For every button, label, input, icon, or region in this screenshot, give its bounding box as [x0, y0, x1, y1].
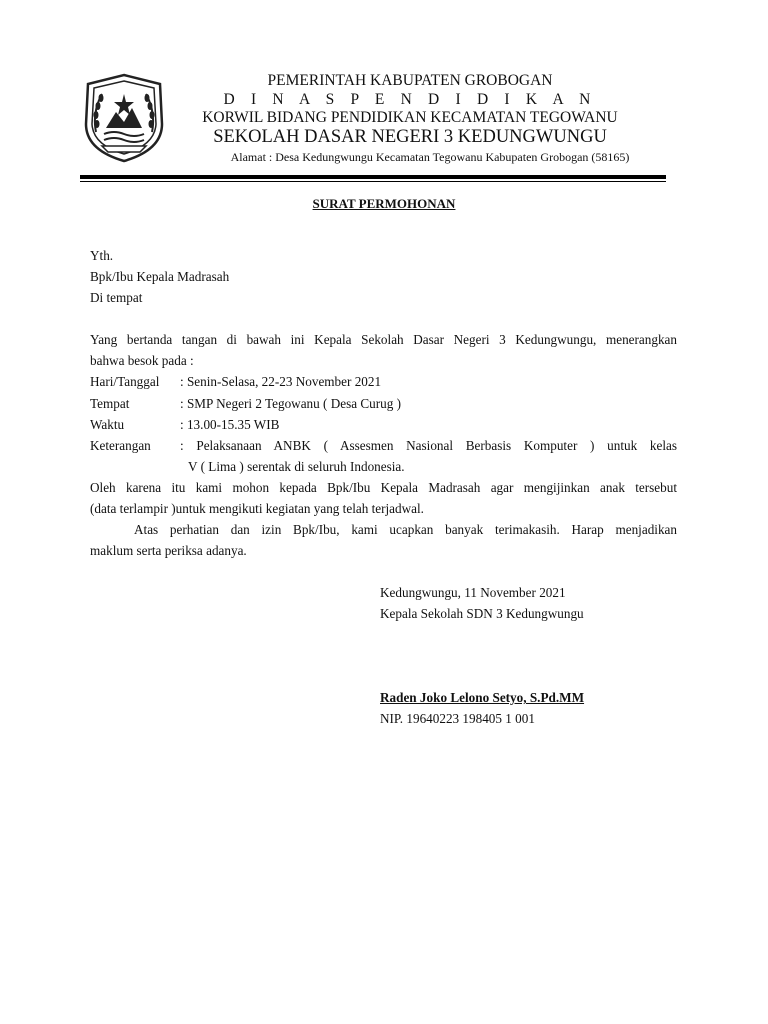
detail-value-note-continued: V ( Lima ) serentak di seluruh Indonesia. — [188, 459, 405, 474]
government-name: PEMERINTAH KABUPATEN GROBOGAN — [267, 72, 553, 89]
school-name: SEKOLAH DASAR NEGERI 3 KEDUNGWUNGU — [213, 127, 607, 147]
detail-value-place: : SMP Negeri 2 Tegowanu ( Desa Curug ) — [180, 396, 402, 411]
detail-value-time: : 13.00-15.35 WIB — [180, 417, 280, 432]
letterhead-divider-thick — [80, 175, 666, 179]
intro-line-1: Yang bertanda tangan di bawah ini Kepala Sekolah Dasar Negeri 3 Kedungwungu, menerangkan — [90, 332, 677, 347]
region-office-name: KORWIL BIDANG PENDIDIKAN KECAMATAN TEGOWANU — [202, 109, 618, 126]
closing-line-2: maklum serta periksa adanya. — [90, 543, 247, 558]
grobogan-regency-emblem-icon — [82, 72, 166, 164]
detail-label-note: Keterangan — [90, 438, 151, 453]
detail-label-place: Tempat — [90, 396, 130, 411]
intro-line-2: bahwa besok pada : — [90, 353, 194, 368]
signatory-name: Raden Joko Lelono Setyo, S.Pd.MM — [380, 690, 585, 705]
recipient-salutation: Yth. — [90, 248, 114, 263]
signatory-nip: NIP. 19640223 198405 1 001 — [380, 711, 535, 726]
recipient-name: Bpk/Ibu Kepala Madrasah — [90, 269, 230, 284]
signature-place-date: Kedungwungu, 11 November 2021 — [380, 585, 566, 600]
detail-label-time: Waktu — [90, 417, 125, 432]
letter-title: SURAT PERMOHONAN — [312, 196, 456, 211]
recipient-location: Di tempat — [90, 290, 143, 305]
request-line-1: Oleh karena itu kami mohon kepada Bpk/Ibu Kepala Madrasah agar mengijinkan anak tersebut — [90, 480, 677, 495]
letterhead-divider-thin — [80, 181, 666, 182]
closing-line-1: Atas perhatian dan izin Bpk/Ibu, kami ucapkan banyak terimakasih. Harap menjadikan — [134, 522, 677, 537]
request-line-2: (data terlampir )untuk mengikuti kegiatan yang telah terjadwal. — [90, 501, 424, 516]
department-name: D I N A S P E N D I D I K A N — [223, 91, 597, 108]
detail-label-date: Hari/Tanggal — [90, 374, 160, 389]
detail-value-note: : Pelaksanaan ANBK ( Assesmen Nasional Berbasis Komputer ) untuk kelas — [180, 438, 677, 453]
signature-position: Kepala Sekolah SDN 3 Kedungwungu — [380, 606, 584, 621]
school-address: Alamat : Desa Kedungwungu Kecamatan Tegowanu Kabupaten Grobogan (58165) — [230, 150, 630, 164]
detail-value-date: : Senin-Selasa, 22-23 November 2021 — [180, 374, 382, 389]
